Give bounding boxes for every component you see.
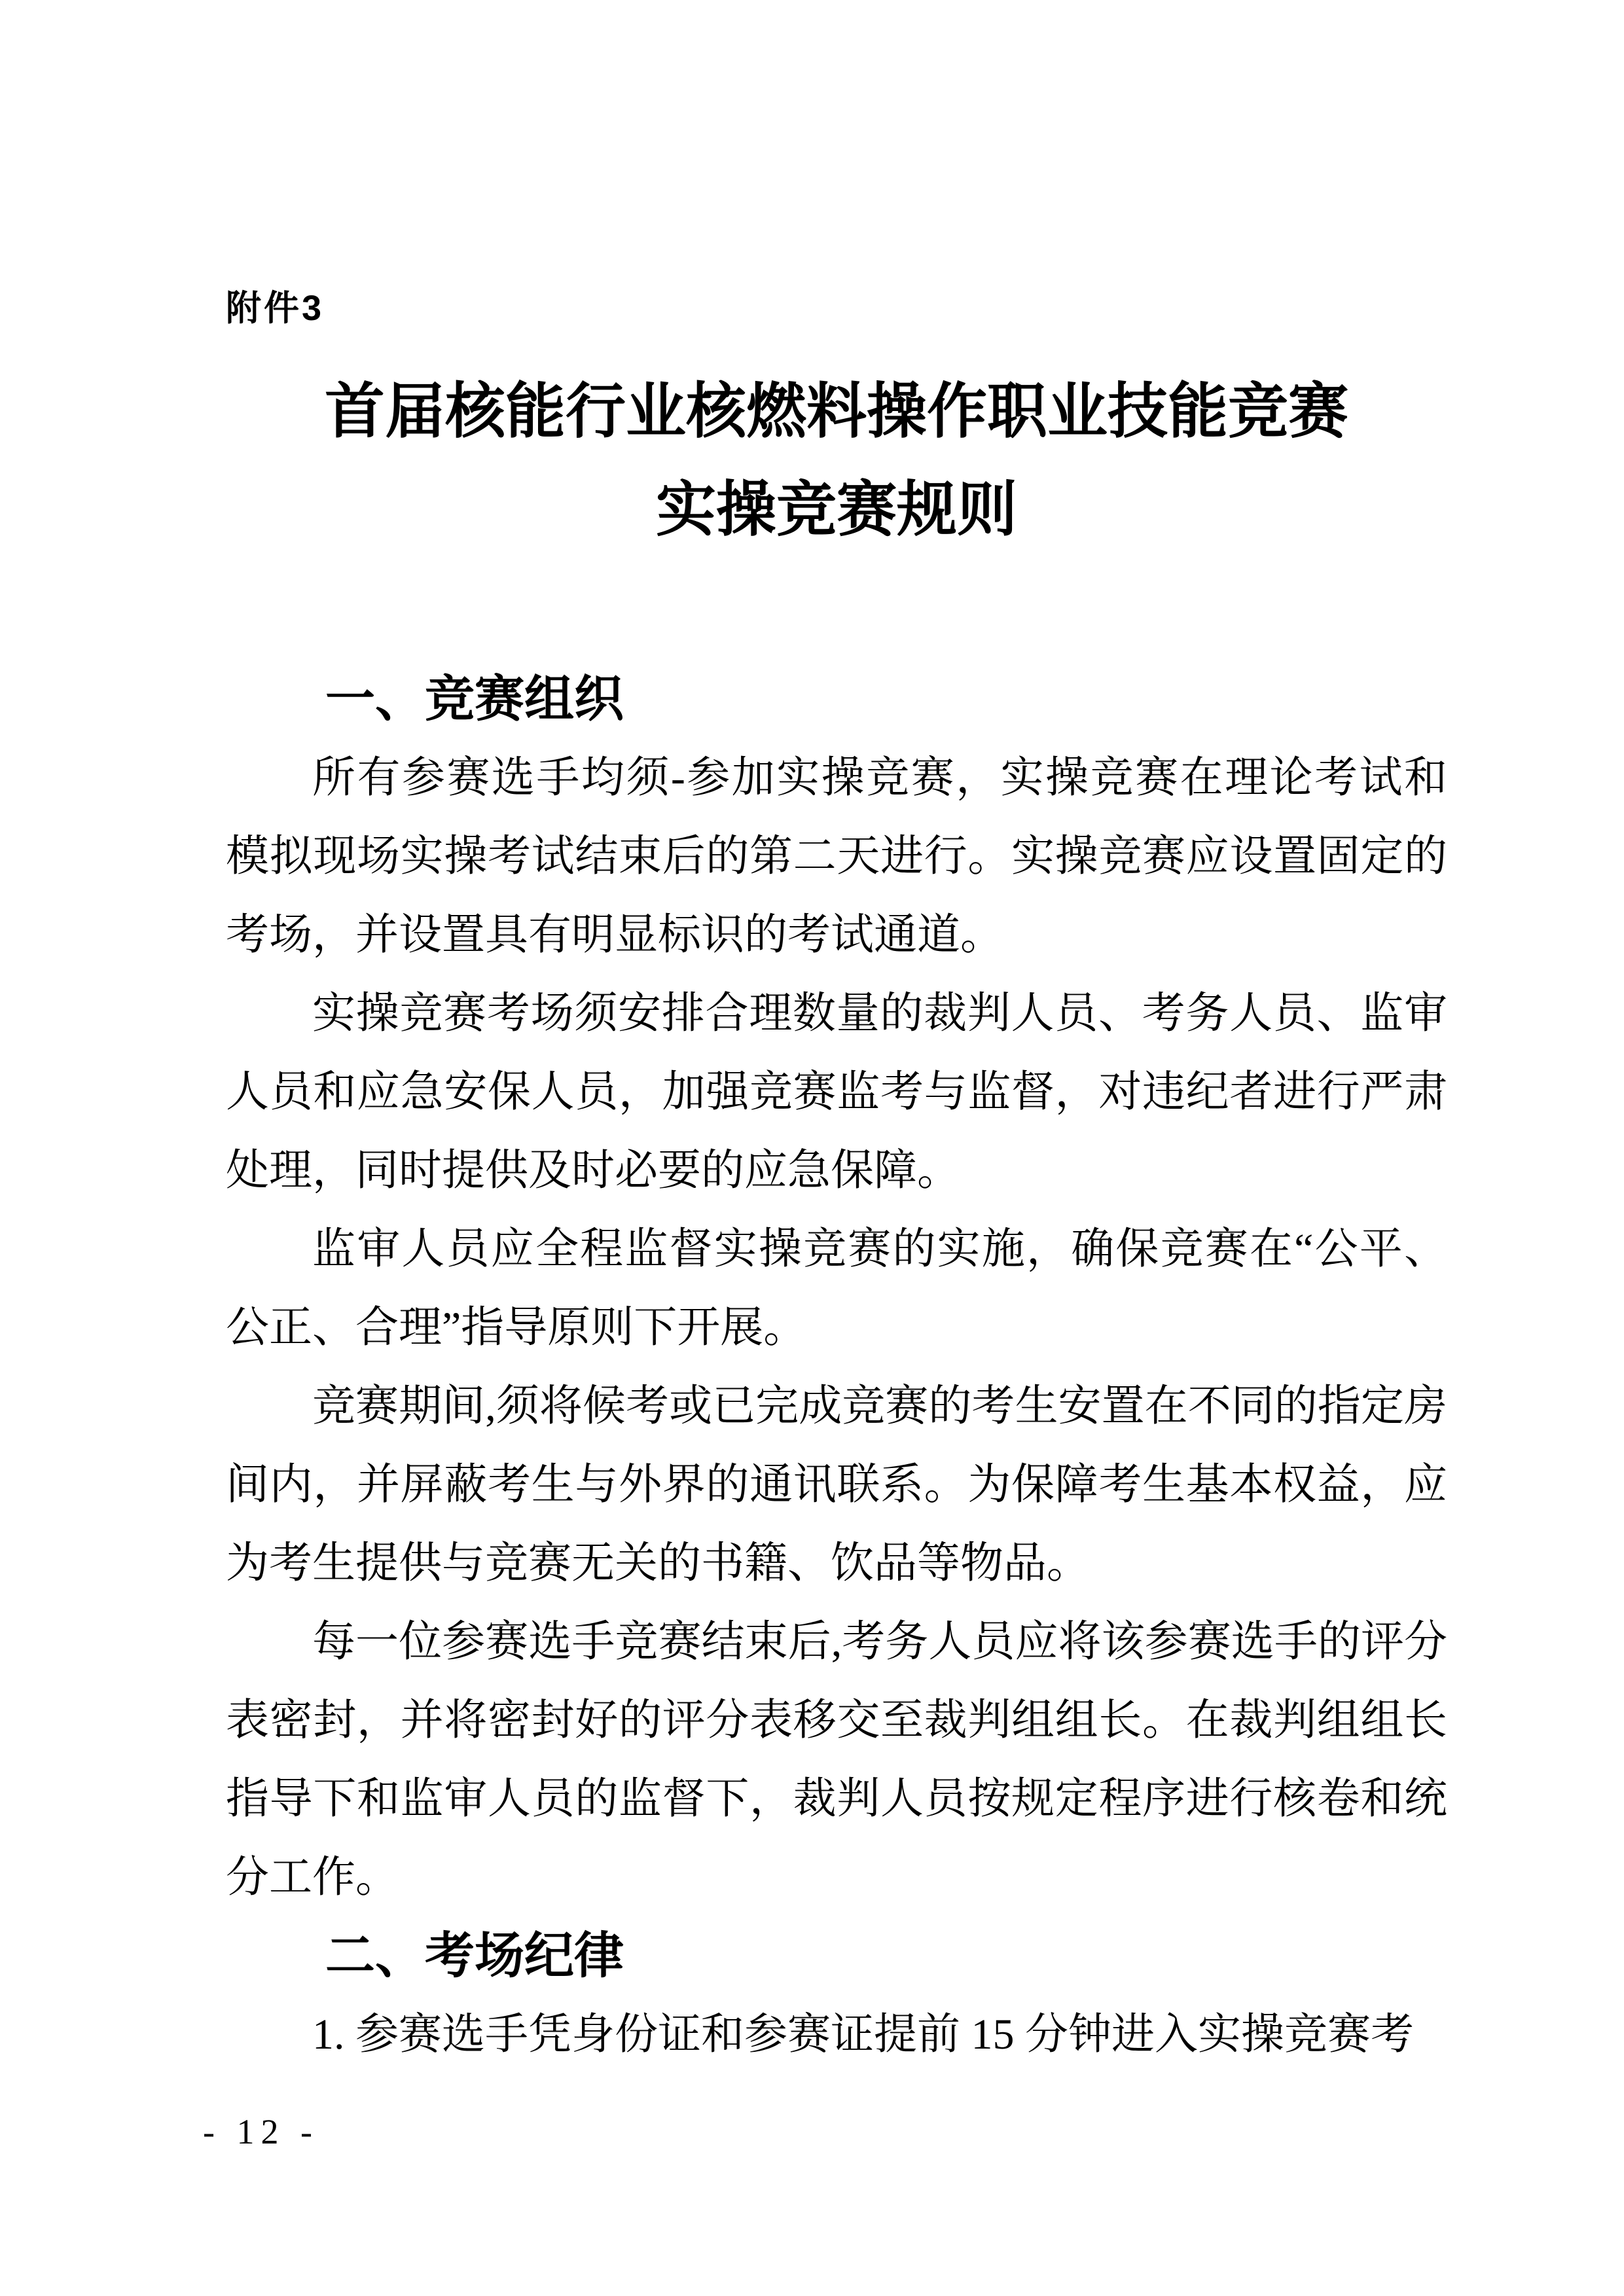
body-paragraph: 竞赛期间,须将候考或已完成竞赛的考生安置在不同的指定房间内，并屏蔽考生与外界的通讯联系。为保障考生基本权益，应为考生提供与竞赛无关的书籍、饮品等物品。 xyxy=(226,1382,1447,1587)
section-heading-1: 一、竞赛组织 xyxy=(325,672,624,727)
document-title-line1: 首届核能行业核燃料操作职业技能竞赛 xyxy=(324,378,1348,445)
document-title-line2: 实操竞赛规则 xyxy=(655,476,1017,543)
section-competition-organization xyxy=(226,660,1447,1917)
attachment-label: 附件3 xyxy=(226,289,325,328)
body-paragraph: 监审人员应全程监督实操竞赛的实施，确保竞赛在“公平、公正、合理”指导原则下开展。 xyxy=(226,1225,1447,1352)
body-paragraph: 每一位参赛选手竞赛结束后,考务人员应将该参赛选手的评分表密封，并将密封好的评分表移交至裁判组组长。在裁判组组长指导下和监审人员的监督下，裁判人员按规定程序进行核卷和统分工作。 xyxy=(226,1618,1447,1901)
document-title xyxy=(226,363,1447,559)
section-heading-2: 二、考场纪律 xyxy=(325,1928,624,1984)
body-paragraph: 所有参赛选手均须-参加实操竞赛，实操竞赛在理论考试和模拟现场实操考试结束后的第二天进行。实操竞赛应设置固定的考场，并设置具有明显标识的考试通道。 xyxy=(226,754,1447,959)
section-exam-room-discipline xyxy=(226,1917,1447,2074)
page-number: - 12 - xyxy=(203,2112,319,2151)
body-paragraph: 实操竞赛考场须安排合理数量的裁判人员、考务人员、监审人员和应急安保人员，加强竞赛监考与监督，对违纪者进行严肃处理，同时提供及时必要的应急保障。 xyxy=(226,990,1447,1194)
body-paragraph: 1. 参赛选手凭身份证和参赛证提前 15 分钟进入实操竞赛考 xyxy=(312,2011,1414,2058)
